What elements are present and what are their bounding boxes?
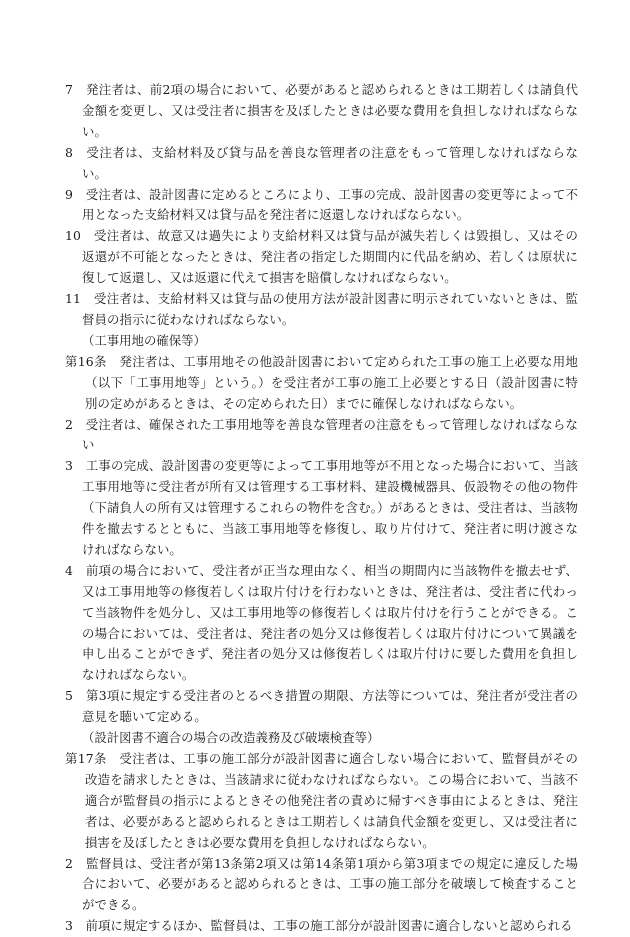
clause-15-8: 8 受注者は、支給材料及び貸与品を善良な管理者の注意をもって管理しなければならない。 [65,144,578,181]
clause-17-2: 2 監督員は、受注者が第13条第2項又は第14条第1項から第3項までの規定に違反した場合において、必要があると認められるときは、工事の施工部分を破壊して検査することができる。 [65,855,578,913]
clause-16-2: 2 受注者は、確保された工事用地等を善良な管理者の注意をもって管理しなければならない [65,416,578,453]
clause-15-10: 10 受注者は、故意又は過失により支給材料又は貸与品が滅失若しくは毀損し、又はその返還が不可能となったときは、発注者の指定した期間内に代品を納め、若しくは原状に復して返還し、又は返還に代えて損害を賠償しなければならない。 [65,228,578,286]
article-17-body: 第17条 受注者は、工事の施工部分が設計図書に適合しない場合において、監督員がその改造を請求したときは、当該請求に従わなければならない。この場合において、当該不適合が監督員の指示によるときその他発注者の責めに帰すべき事由によるときは、発注者は、必要があると認められるときは工期若しくは請負代金額を変更し、又は受注者に損害を及ぼしたときは必要な費用を負担しなければならない。 [65,751,578,850]
article-16-body: 第16条 発注者は、工事用地その他設計図書において定められた工事の施工上必要な用地（以下「工事用地等」という。）を受注者が工事の施工上必要とする日（設計図書に特別の定めがあるときは、その定められた日）までに確保しなければならない。 [65,353,578,411]
clause-15-9: 9 受注者は、設計図書に定めるところにより、工事の完成、設計図書の変更等によって不用となった支給材料又は貸与品を発注者に返還しなければならない。 [65,186,578,223]
clause-17-3: 3 前項に規定するほか、監督員は、工事の施工部分が設計図書に適合しないと認められる [65,918,573,934]
clause-16-4: 4 前項の場合において、受注者が正当な理由なく、相当の期間内に当該物件を撤去せず、又は工事用地等の修復若しくは取片付けを行わないときは、発注者は、受注者に代わって当該物件を処分し、又は工事用地等の修復若しくは取片付けを行うことができる。この場合においては、受注者は、発注者の処分又は修復若しくは取片付けについて異議を申し出ることができず、発注者の処分又は修復若しくは取片付けに要した費用を負担しなければならない。 [65,562,578,683]
clause-15-7: 7 発注者は、前2項の場合において、必要があると認められるときは工期若しくは請負代金額を変更し、又は受注者に損害を及ぼしたときは必要な費用を負担しなければならない。 [65,82,578,139]
clause-16-3: 3 工事の完成、設計図書の変更等によって工事用地等が不用となった場合において、当該工事用地等に受注者が所有又は管理する工事材料、建設機械器具、仮設物その他の物件（下請負人の所有又は管理するこれらの物件を含む。）があるときは、受注者は、当該物件を撤去するとともに、当該工事用地等を修復し、取り片付けて、発注者に明け渡さなければならない。 [65,458,578,557]
clause-16-5: 5 第3項に規定する受注者のとるべき措置の期限、方法等については、発注者が受注者の意見を聴いて定める。 [65,688,578,725]
article-17-heading: （設計図書不適合の場合の改造義務及び破壊検査等） [82,730,380,746]
clause-15-11: 11 受注者は、支給材料又は貸与品の使用方法が設計図書に明示されていないときは、監督員の指示に従わなければならない。 [65,291,578,327]
article-16-heading: （工事用地の確保等） [82,332,206,348]
